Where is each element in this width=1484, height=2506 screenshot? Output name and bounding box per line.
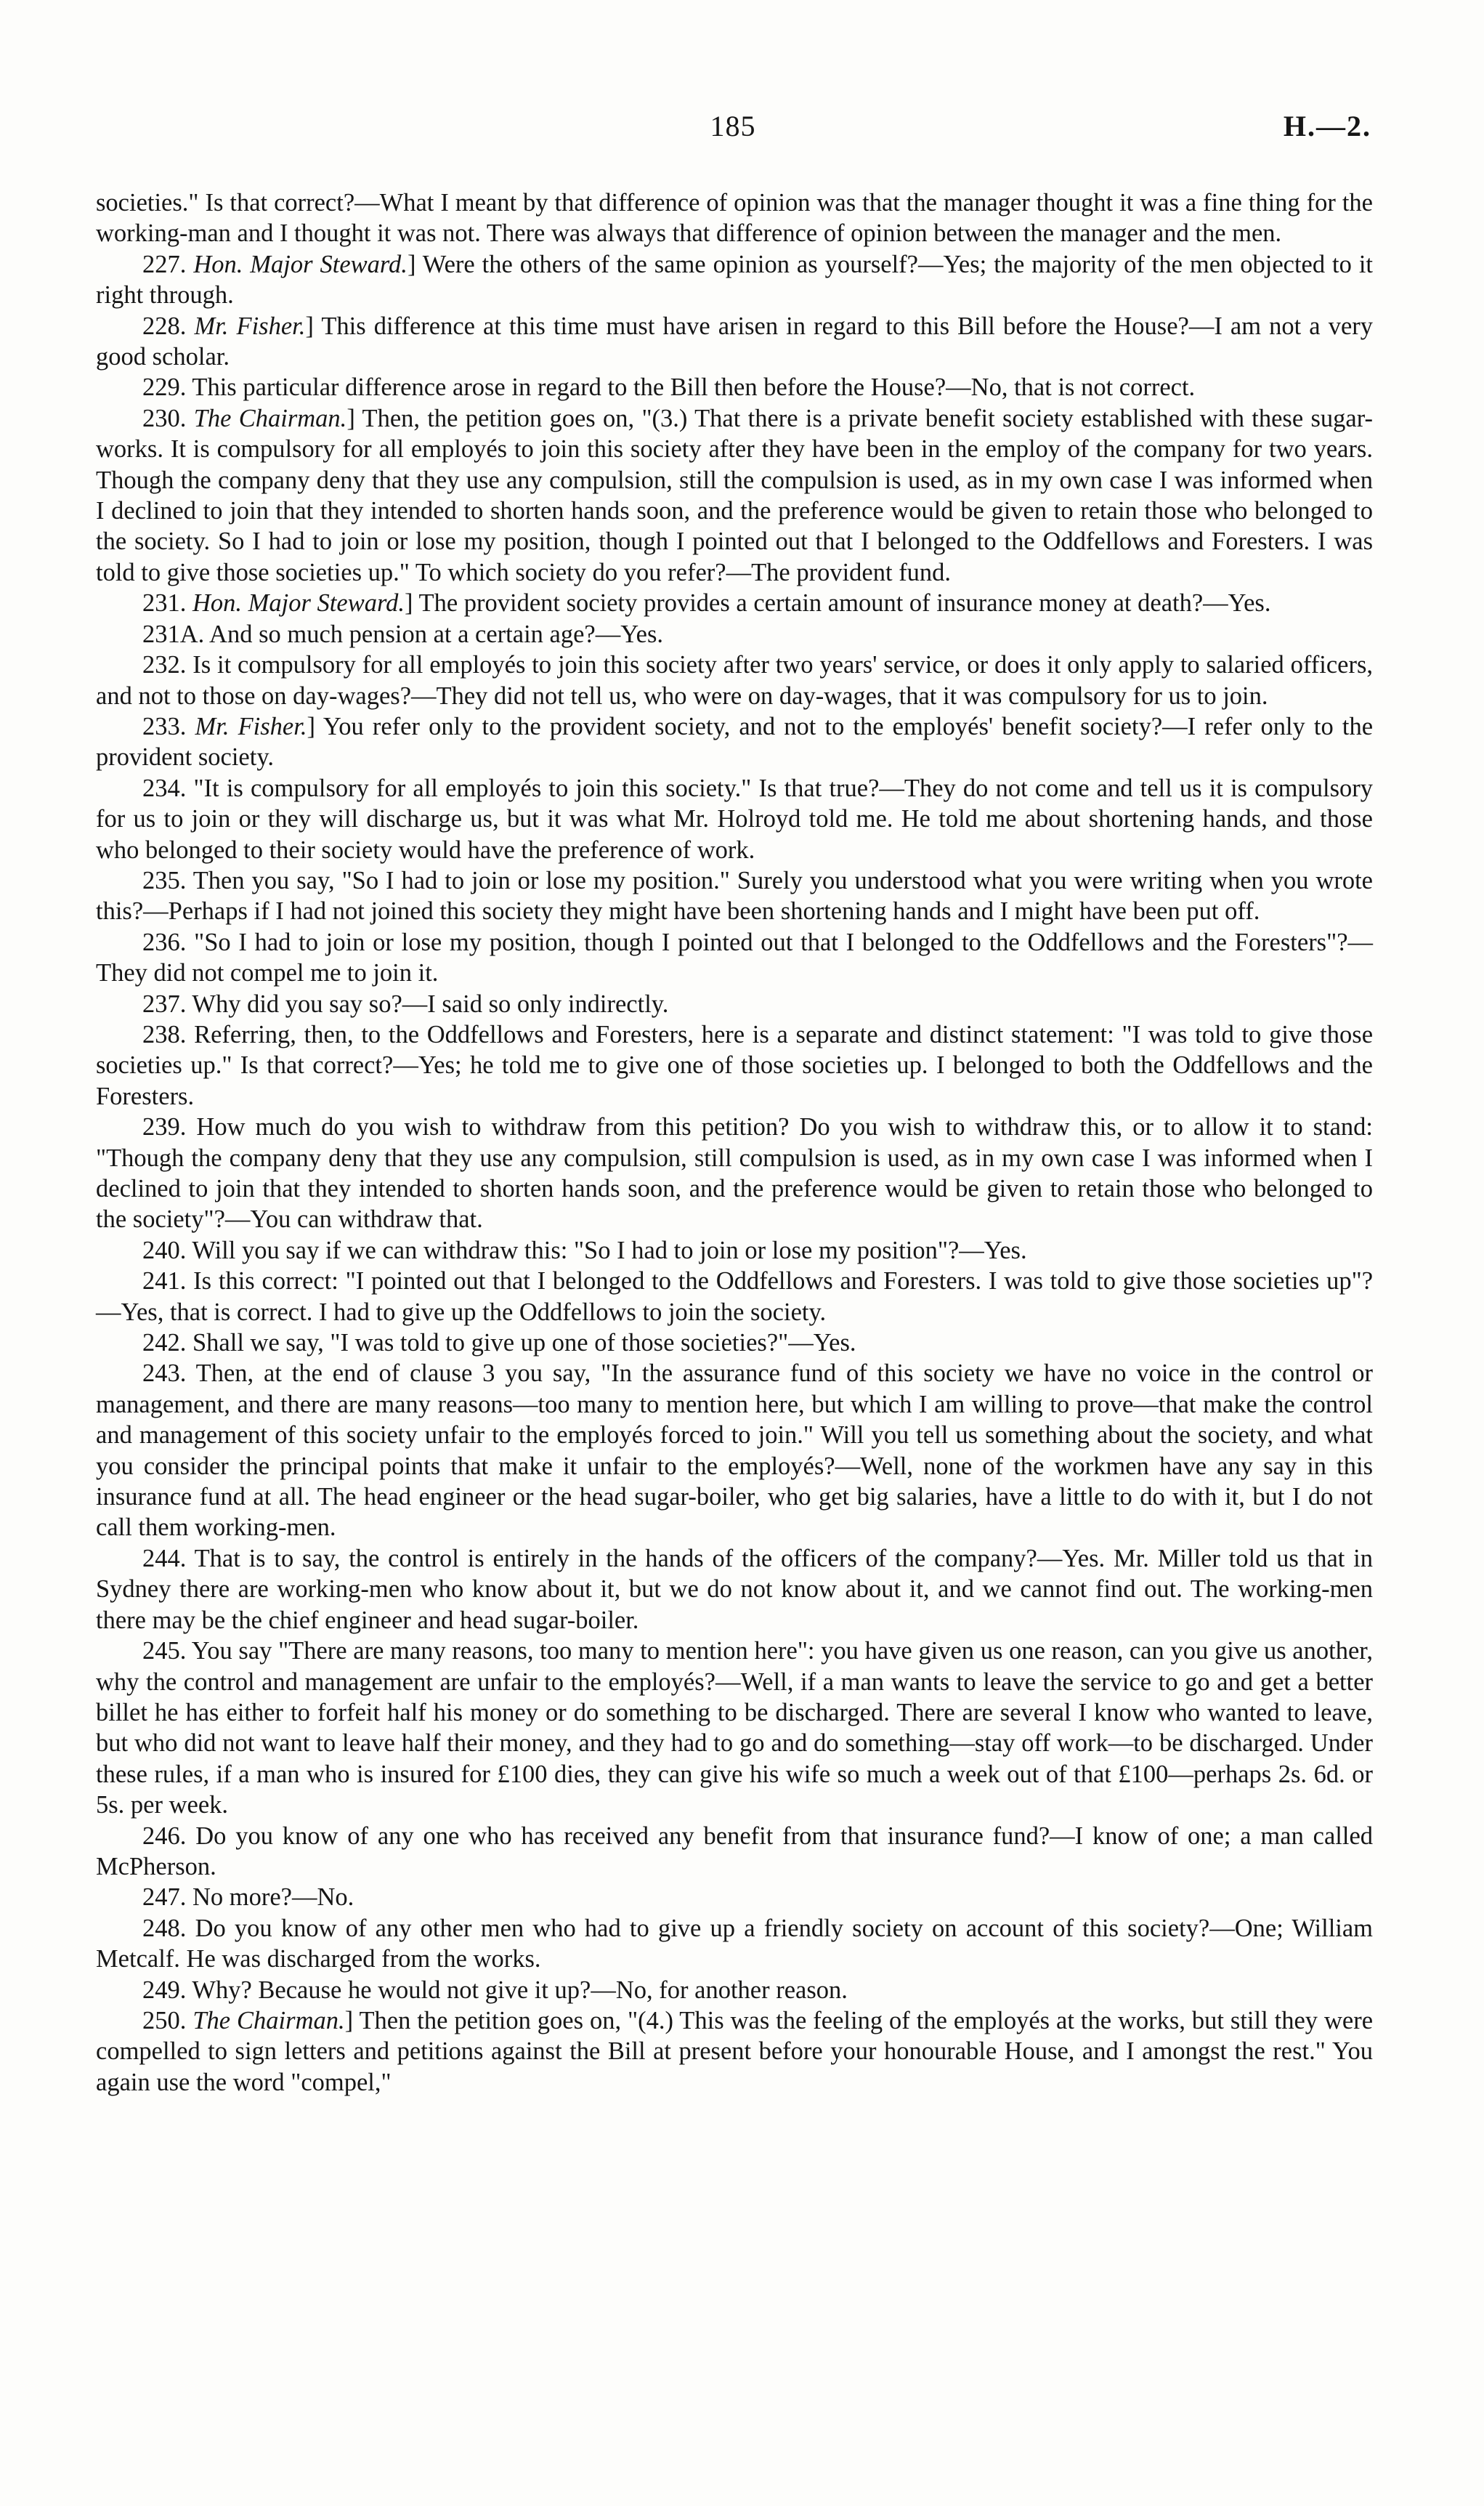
question-number: 240.	[142, 1236, 187, 1264]
testimony-paragraph	[96, 989, 1373, 1019]
speaker-name: The Chairman.	[193, 404, 347, 432]
question-number: 242.	[142, 1329, 187, 1357]
testimony-paragraph	[96, 1019, 1373, 1112]
testimony-paragraph	[96, 650, 1373, 711]
paragraph-text: You say "There are many reasons, too many to mention here": you have given us one reason, can you give us another, why the control and management are unfair to the employés?—Well, if a man wants to leave the service to go and get a better billet he has either to forfeit half his money or do something to be discharged. There are several I know who wanted to leave, but who did not want to leave half their money, and they had to go and do something—stay off work—to be discharged. Under these rules, if a man who is insured for £100 dies, they can give his wife so much a week out of that £100—perhaps 2s. 6d. or 5s. per week.	[96, 1637, 1373, 1819]
question-number: 246.	[142, 1822, 187, 1850]
question-number: 231A.	[142, 620, 205, 648]
testimony-paragraph	[96, 1112, 1373, 1235]
paragraph-text: Shall we say, "I was told to give up one of those societies?"—Yes.	[192, 1329, 856, 1357]
testimony-paragraph	[96, 619, 1373, 650]
testimony-paragraph	[96, 1543, 1373, 1636]
paragraph-text: Will you say if we can withdraw this: "So I had to join or lose my position"?—Yes.	[192, 1236, 1027, 1264]
paragraph-text: Do you know of any other men who had to give up a friendly society on account of this society?—One; William Metcalf. He was discharged from the works.	[96, 1914, 1374, 1973]
paragraph-text: Is this correct: "I pointed out that I belonged to the Oddfellows and Foresters. I was told to give those societies up"?—Yes, that is correct. I had to give up the Oddfellows to join the society.	[96, 1267, 1374, 1326]
speaker-name: Mr. Fisher.	[194, 312, 306, 340]
testimony-paragraph	[96, 1358, 1373, 1543]
question-number: 245.	[142, 1637, 187, 1665]
question-number: 238.	[142, 1020, 187, 1048]
paragraph-text: Then the petition goes on, "(4.) This was the feeling of the employés at the works, but still they were compelled to sign letters and petitions against the Bill at present before your honourable House, and I amongst the rest." You again use the word "compel,"	[96, 2006, 1374, 2096]
testimony-paragraph	[96, 1235, 1373, 1266]
paragraph-text: Then, the petition goes on, "(3.) That there is a private benefit society established with these sugar-works. It is compulsory for all employés to join this society after they have been in the employ of the company for two years. Though the company deny that they use any compulsion, still the compulsion is used, as in my own case I was informed when I declined to join that they intended to shorten hands soon, and the preference would be given to retain those who belonged to the society. So I had to join or lose my position, though I pointed out that I belonged to the Oddfellows and Foresters. I was told to give those societies up." To which society do you refer?—The provident fund.	[96, 404, 1373, 586]
page-header	[94, 109, 1371, 153]
paragraph-text: That is to say, the control is entirely in the hands of the officers of the company?—Yes. Mr. Miller told us that in Sydney there are working-men who know about it, but we do not know about it, and we cannot find out. The working-men there may be the chief engineer and head sugar-boiler.	[96, 1544, 1373, 1634]
speaker-name: Hon. Major Steward.	[193, 250, 408, 278]
question-number: 250.	[142, 2006, 187, 2034]
testimony-paragraph	[96, 711, 1373, 773]
question-number: 228.	[142, 312, 187, 340]
paragraph-text: Why? Because he would not give it up?—No, for another reason.	[192, 1976, 848, 2004]
testimony-paragraph	[96, 403, 1373, 588]
question-number: 230.	[142, 404, 187, 432]
question-number: 229.	[142, 373, 187, 402]
speaker-bracket: ]	[404, 589, 413, 618]
speaker-name: The Chairman.	[192, 2006, 345, 2034]
speaker-bracket: ]	[344, 2006, 354, 2034]
question-number: 235.	[142, 866, 187, 894]
paragraph-text: Is it compulsory for all employés to join this society after two years' service, or does it only apply to salaried officers, and not to those on day-wages?—They did not tell us, who were on day-wages, that it was compulsory for us to join.	[96, 651, 1374, 710]
testimony-paragraph	[96, 1975, 1373, 2005]
question-number: 249.	[142, 1976, 187, 2004]
testimony-paragraph	[96, 187, 1373, 249]
question-number: 233.	[142, 712, 187, 740]
question-number: 243.	[142, 1359, 187, 1388]
evidence-transcript	[96, 187, 1373, 2098]
question-number: 239.	[142, 1113, 187, 1141]
question-number: 236.	[142, 928, 187, 956]
testimony-paragraph	[96, 1266, 1373, 1327]
testimony-paragraph	[96, 1636, 1373, 1820]
testimony-paragraph	[96, 927, 1373, 989]
paragraph-text: You refer only to the provident society, and not to the employés' benefit society?—I refer only to the provident society.	[96, 712, 1374, 772]
question-number: 241.	[142, 1267, 187, 1296]
paragraph-text: societies." Is that correct?—What I meant by that difference of opinion was that the manager thought it was a fine thing for the working-man and I thought it was not. There was always that difference of opinion between the manager and the men.	[96, 189, 1373, 248]
paragraph-text: Do you know of any one who has received any benefit from that insurance fund?—I know of one; a man called McPherson.	[96, 1822, 1374, 1880]
speaker-bracket: ]	[305, 312, 314, 340]
testimony-paragraph	[96, 311, 1373, 373]
paragraph-text: This difference at this time must have arisen in regard to this Bill before the House?—I am not a very good scholar.	[96, 312, 1373, 371]
paragraph-text: Then, at the end of clause 3 you say, "In the assurance fund of this society we have no voice in the control or management, and there are many reasons—too many to mention here, but which I am willing to prove—that make the control and management of this society unfair to the employés forced to join." Will you tell us something about the society, and what you consider the principal points that make it unfair to the employés?—Well, none of the workmen have any say in this insurance fund at all. The head engineer or the head sugar-boiler, who get big salaries, have a little to do with it, but I do not call them working-men.	[96, 1359, 1373, 1542]
page-number: 185	[710, 110, 756, 142]
speaker-name: Hon. Major Steward.	[192, 589, 405, 618]
testimony-paragraph	[96, 372, 1373, 403]
paragraph-text: "It is compulsory for all employés to join this society." Is that true?—They do not come and tell us it is compulsory for us to join or they will discharge us, but it was what Mr. Holroyd told me. He told me about shortening hands, and those who belonged to their society would have the preference of work.	[96, 774, 1374, 864]
paragraph-text: Then you say, "So I had to join or lose my position." Surely you understood what you were writing when you wrote this?—Perhaps if I had not joined this society they might have been shortening hands and I might have been put off.	[96, 866, 1373, 926]
testimony-paragraph	[96, 865, 1373, 927]
question-number: 234.	[142, 774, 187, 802]
question-number: 232.	[142, 651, 187, 679]
question-number: 227.	[142, 250, 187, 278]
speaker-name: Mr. Fisher.	[195, 712, 307, 740]
question-number: 244.	[142, 1544, 187, 1572]
paragraph-text: Referring, then, to the Oddfellows and Foresters, here is a separate and distinct statement: "I was told to give those societies up." Is that correct?—Yes; he told me to give one of those societies up. I belonged to both the Oddfellows and the Foresters.	[96, 1020, 1374, 1110]
testimony-paragraph	[96, 2005, 1373, 2098]
paragraph-text: Why did you say so?—I said so only indirectly.	[192, 990, 669, 1018]
paragraph-text: No more?—No.	[192, 1883, 354, 1912]
paragraph-text: And so much pension at a certain age?—Yes.	[209, 620, 664, 648]
testimony-paragraph	[96, 588, 1373, 618]
paper-reference: H.—2.	[1283, 110, 1371, 142]
testimony-paragraph	[96, 1821, 1373, 1883]
paragraph-text: The provident society provides a certain amount of insurance money at death?—Yes.	[418, 589, 1271, 618]
testimony-paragraph	[96, 1913, 1373, 1975]
testimony-paragraph	[96, 773, 1373, 865]
question-number: 237.	[142, 990, 187, 1018]
speaker-bracket: ]	[407, 250, 416, 278]
question-number: 247.	[142, 1883, 187, 1912]
testimony-paragraph	[96, 1882, 1373, 1912]
paragraph-text: "So I had to join or lose my position, though I pointed out that I belonged to the Oddfellows and the Foresters"?—They did not compel me to join it.	[96, 928, 1374, 987]
testimony-paragraph	[96, 249, 1373, 311]
testimony-paragraph	[96, 1327, 1373, 1358]
question-number: 248.	[142, 1914, 187, 1942]
speaker-bracket: ]	[346, 404, 355, 432]
question-number: 231.	[142, 589, 187, 618]
paragraph-text: How much do you wish to withdraw from this petition? Do you wish to withdraw this, or to allow it to stand: "Though the company deny that they use any compulsion, still compulsion is used, as in my own case I was informed when I declined to join that they intended to shorten hands soon, and the preference would be given to retain those who belonged to the society"?—You can withdraw that.	[96, 1113, 1374, 1234]
speaker-bracket: ]	[307, 712, 315, 740]
paragraph-text: This particular difference arose in regard to the Bill then before the House?—No, that is not correct.	[192, 373, 1196, 402]
paragraph-text: Were the others of the same opinion as yourself?—Yes; the majority of the men objected to it right through.	[96, 250, 1373, 310]
